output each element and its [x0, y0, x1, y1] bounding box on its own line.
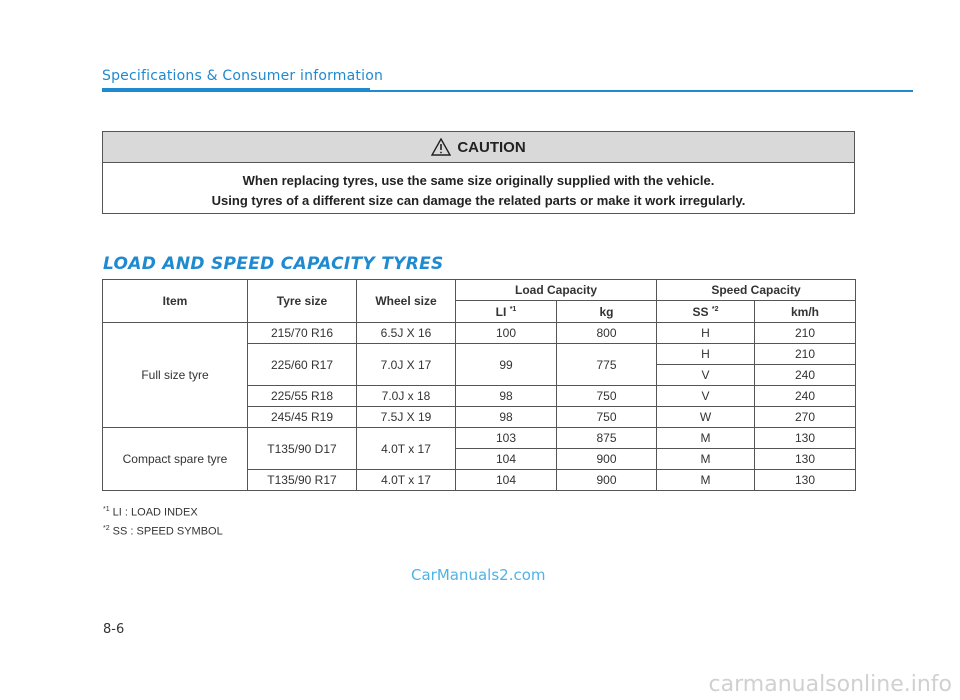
cell-kg: 900: [557, 449, 657, 470]
table-row: [103, 323, 856, 344]
header-ss: SS $^{*2}$: [657, 301, 755, 323]
cell-kg: 750: [557, 407, 657, 428]
header-kmh: km/h: [755, 301, 856, 323]
tyre-capacity-table: [102, 279, 856, 491]
cell-wheel: 7.5J X 19: [357, 407, 456, 428]
caution-box: [102, 131, 855, 214]
cell-wheel: 4.0T x 17: [357, 428, 456, 470]
header-item: Item: [103, 280, 248, 323]
header-rule: [370, 90, 913, 92]
cell-kmh: 130: [755, 449, 856, 470]
cell-kmh: 210: [755, 323, 856, 344]
cell-ss: M: [657, 428, 755, 449]
cell-tyre: 245/45 R19: [248, 407, 357, 428]
cell-wheel: 6.5J X 16: [357, 323, 456, 344]
cell-wheel: 7.0J x 18: [357, 386, 456, 407]
cell-tyre: 225/55 R18: [248, 386, 357, 407]
cell-kmh: 240: [755, 386, 856, 407]
cell-ss: W: [657, 407, 755, 428]
cell-ss: M: [657, 449, 755, 470]
footnote-li: $^{*1}$ LI : LOAD INDEX: [103, 506, 198, 519]
cell-li: 104: [456, 470, 557, 491]
caution-header: [103, 132, 854, 163]
cell-tyre: 225/60 R17: [248, 344, 357, 386]
cell-tyre: 215/70 R16: [248, 323, 357, 344]
cell-kmh: 270: [755, 407, 856, 428]
cell-wheel: 4.0T x 17: [357, 470, 456, 491]
header-tyre-size: Tyre size: [248, 280, 357, 323]
table-header-row: [103, 280, 856, 301]
header-load-capacity: Load Capacity: [456, 280, 657, 301]
table-row: [103, 428, 856, 449]
section-title: LOAD AND SPEED CAPACITY TYRES: [103, 254, 444, 274]
cell-ss: H: [657, 344, 755, 365]
header-kg: kg: [557, 301, 657, 323]
cell-kg: 775: [557, 344, 657, 386]
cell-kg: 800: [557, 323, 657, 344]
header-wheel-size: Wheel size: [357, 280, 456, 323]
cell-li: 98: [456, 407, 557, 428]
header-li: LI $^{*1}$: [456, 301, 557, 323]
cell-kg: 750: [557, 386, 657, 407]
cell-kg: 900: [557, 470, 657, 491]
watermark-link[interactable]: CarManuals2.com: [411, 566, 546, 584]
cell-tyre: T135/90 R17: [248, 470, 357, 491]
cell-li: 99: [456, 344, 557, 386]
footer-site-link[interactable]: carmanualsonline.info: [708, 672, 952, 697]
group-full-size: Full size tyre: [103, 323, 248, 428]
caution-title: CAUTION: [457, 138, 526, 156]
caution-line-1: When replacing tyres, use the same size originally supplied with the vehicle.: [242, 173, 715, 188]
warning-triangle-icon: [431, 138, 451, 156]
cell-li: 100: [456, 323, 557, 344]
page-number: 8-6: [103, 622, 125, 637]
cell-li: 104: [456, 449, 557, 470]
caution-body: [103, 163, 854, 211]
cell-kmh: 210: [755, 344, 856, 365]
cell-wheel: 7.0J X 17: [357, 344, 456, 386]
cell-ss: H: [657, 323, 755, 344]
header-rule-accent: [102, 88, 370, 92]
cell-kmh: 130: [755, 470, 856, 491]
group-compact-spare: Compact spare tyre: [103, 428, 248, 491]
cell-kg: 875: [557, 428, 657, 449]
cell-li: 98: [456, 386, 557, 407]
cell-ss: M: [657, 470, 755, 491]
caution-line-2: Using tyres of a different size can damage the related parts or make it work irregularly.: [211, 193, 746, 208]
header-speed-capacity: Speed Capacity: [657, 280, 856, 301]
cell-tyre: T135/90 D17: [248, 428, 357, 470]
footnotes: [103, 502, 223, 539]
cell-li: 103: [456, 428, 557, 449]
section-header-title: Specifications & Consumer information: [102, 68, 384, 84]
cell-kmh: 240: [755, 365, 856, 386]
cell-ss: V: [657, 365, 755, 386]
cell-ss: V: [657, 386, 755, 407]
footnote-ss: $^{*2}$ SS : SPEED SYMBOL: [103, 524, 223, 538]
cell-kmh: 130: [755, 428, 856, 449]
